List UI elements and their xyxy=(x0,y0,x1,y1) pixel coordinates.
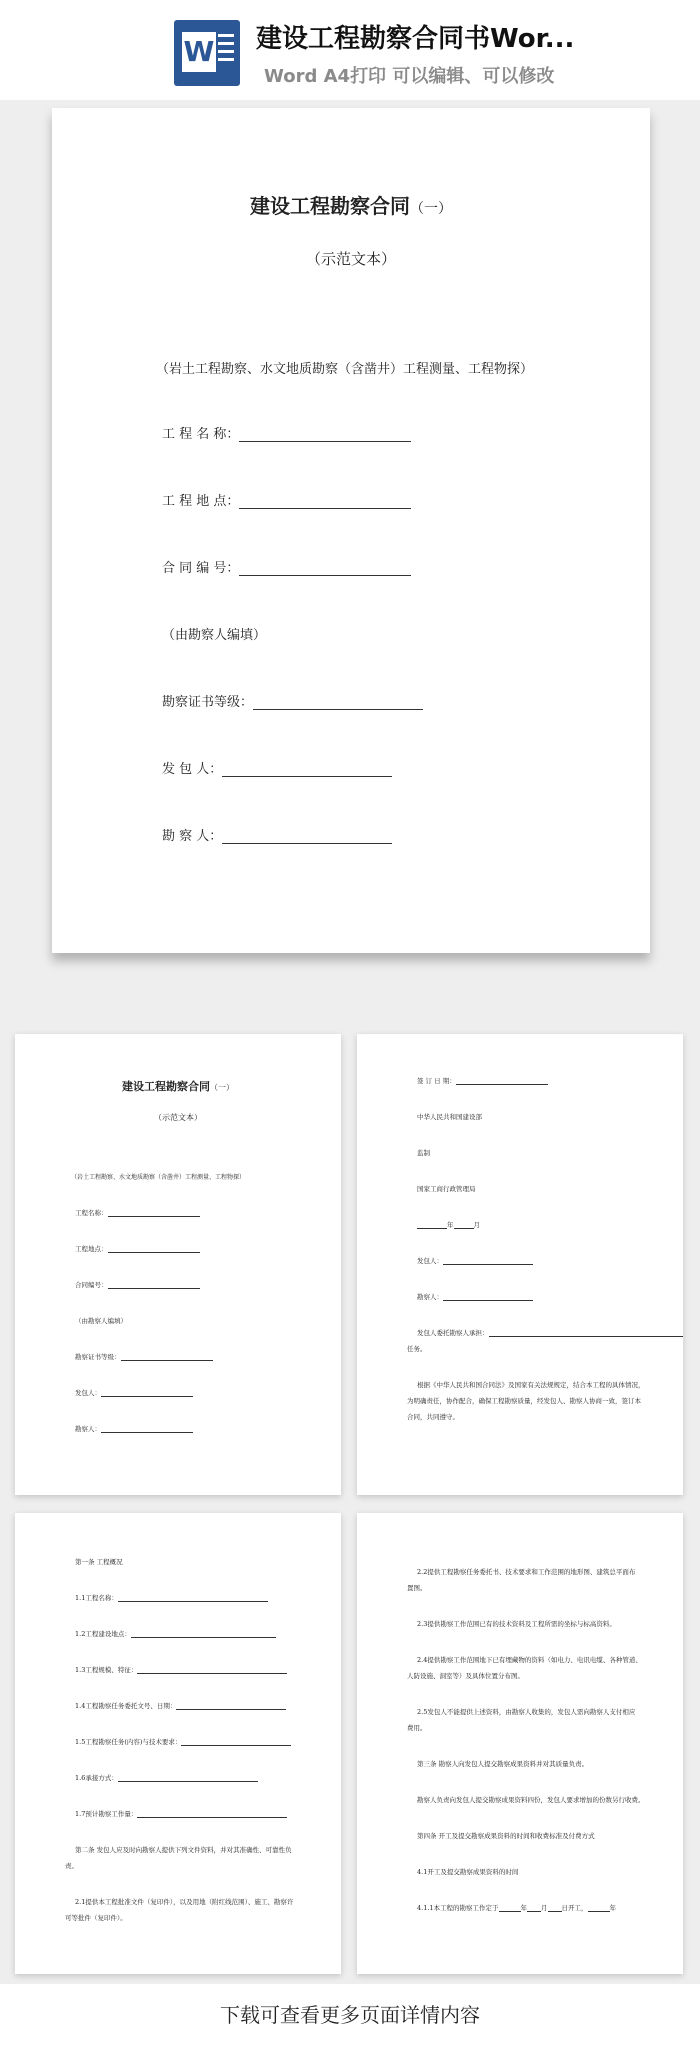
thumb4-p22: 置图。 xyxy=(407,1584,427,1592)
thumb4-p22: 2.2提供工程勘察任务委托书、技术要求和工作范围的地形图、建筑总平面布 xyxy=(417,1568,636,1576)
field-certificate-grade: 勘察证书等级： xyxy=(162,691,423,710)
page-thumbnail-4[interactable] xyxy=(357,1513,683,1974)
document-subtitle: Word A4打印 可以编辑、可以修改 xyxy=(264,66,555,87)
field-client: 发 包 人： xyxy=(162,758,392,777)
thumb4-p3b: 勘察人负责向发包人提交勘察成果资料四份，发包人要求增加的份数另行收费。 xyxy=(417,1796,645,1804)
thumb2-surveyor: 勘察人： xyxy=(417,1292,533,1301)
thumb3-item: 1.6承接方式： xyxy=(75,1773,258,1782)
contract-scope: （岩土工程勘察、水文地质勘察（含凿井）工程测量、工程物探） xyxy=(156,362,534,377)
contract-note: （由勘察人编填） xyxy=(162,628,267,643)
thumb1-field: 工程地点： xyxy=(75,1244,200,1253)
thumb1-field: 勘察证书等级： xyxy=(75,1352,213,1361)
thumb3-article2: 责。 xyxy=(65,1862,78,1870)
field-project-name: 工 程 名 称： xyxy=(162,423,411,442)
contract-title: 建设工程勘察合同（一） xyxy=(250,194,452,218)
thumb4-p25: 2.5发包人不能提供上述资料，由勘察人收集的，发包人需向勘察人支付相应 xyxy=(417,1708,636,1716)
main-page-preview[interactable] xyxy=(52,108,650,953)
thumb2-client: 发包人： xyxy=(417,1256,533,1265)
word-logo-icon xyxy=(174,20,240,86)
thumb1-note: （由勘察人编填） xyxy=(75,1317,127,1325)
thumb2-line: 中华人民共和国建设部 xyxy=(417,1113,482,1121)
thumb2-date: 年 月 xyxy=(417,1220,480,1229)
thumb1-field: 合同编号： xyxy=(75,1280,200,1289)
thumb3-item: 1.5工程勘察任务(内容)与技术要求： xyxy=(75,1737,291,1746)
page-thumbnail-1[interactable] xyxy=(15,1034,341,1495)
download-more-link[interactable]: 下载可查看更多页面详情内容 xyxy=(0,1984,700,2046)
field-project-location: 工 程 地 点： xyxy=(162,490,411,509)
header xyxy=(0,0,700,100)
thumb2-entrust: 发包人委托勘察人承担： xyxy=(417,1328,683,1337)
thumb2-para: 根据《中华人民共和国合同法》及国家有关法规规定，结合本工程的具体情况， xyxy=(417,1381,645,1389)
thumb3-item: 1.7预计勘察工作量： xyxy=(75,1809,287,1818)
document-title: 建设工程勘察合同书Wor... xyxy=(256,24,575,54)
thumb2-para: 合同，共同遵守。 xyxy=(407,1413,459,1421)
thumb2-sign-date: 签 订 日 期： xyxy=(417,1076,548,1085)
thumb4-p25: 费用。 xyxy=(407,1724,427,1732)
thumb3-item: 1.2工程建设地点： xyxy=(75,1629,276,1638)
thumb2-task: 任务。 xyxy=(407,1345,427,1353)
field-surveyor: 勘 察 人： xyxy=(162,825,392,844)
page-thumbnail-2[interactable] xyxy=(357,1034,683,1495)
thumb1-field: 工程名称： xyxy=(75,1208,200,1217)
thumb2-line: 监制 xyxy=(417,1149,430,1157)
thumb3-heading: 第一条 工程概况 xyxy=(75,1558,123,1566)
thumb4-p41: 4.1开工及提交勘察成果资料的时间 xyxy=(417,1868,519,1876)
contract-subtitle: （示范文本） xyxy=(305,250,396,268)
thumb3-item21: 可等批件（复印件）。 xyxy=(65,1914,127,1922)
thumb3-item21: 2.1提供本工程批准文件（复印件），以及用地（附红线范围）、施工、勘察许 xyxy=(75,1898,294,1906)
thumb1-scope: （岩土工程勘察、水文地质勘察（含凿井）工程测量、工程物探） xyxy=(71,1174,246,1181)
thumb4-article4: 第四条 开工及提交勘察成果资料的时间和收费标准及付费方式 xyxy=(417,1832,595,1840)
thumb2-para: 为明确责任，协作配合，确保工程勘察质量，经发包人、勘察人协商一致，签订本 xyxy=(407,1397,641,1405)
thumb4-p24: 人防设施、洞室等）及具体位置分布图。 xyxy=(407,1672,524,1680)
word-logo-letter: W xyxy=(182,32,216,72)
thumb1-subtitle: （示范文本） xyxy=(154,1113,202,1122)
thumb3-article2: 第二条 发包人应及时向勘察人提供下列文件资料，并对其准确性、可靠性负 xyxy=(75,1846,292,1854)
field-contract-number: 合 同 编 号： xyxy=(162,557,411,576)
thumb1-title: 建设工程勘察合同（一） xyxy=(122,1080,234,1093)
thumb4-article3: 第三条 勘察人向发包人提交勘察成果资料并对其质量负责。 xyxy=(417,1760,589,1768)
page-thumbnail-3[interactable] xyxy=(15,1513,341,1974)
thumb4-p24: 2.4提供勘察工作范围地下已有埋藏物的资料（如电力、电讯电缆、各种管道、 xyxy=(417,1656,642,1664)
thumb3-item: 1.1工程名称： xyxy=(75,1593,268,1602)
thumb1-field: 发包人： xyxy=(75,1388,193,1397)
thumb1-field: 勘察人： xyxy=(75,1424,193,1433)
thumb4-p411: 4.1.1本工程的勘察工作定于 年 月 日开工， 年 xyxy=(417,1904,617,1912)
thumb2-line: 国家工商行政管理局 xyxy=(417,1185,476,1193)
thumb3-item: 1.3工程规模、特征： xyxy=(75,1665,287,1674)
thumb3-item: 1.4工程勘察任务委托文号、日期： xyxy=(75,1701,286,1710)
thumb4-p23: 2.3提供勘察工作范围已有的技术资料及工程所需的坐标与标高资料。 xyxy=(417,1620,616,1628)
